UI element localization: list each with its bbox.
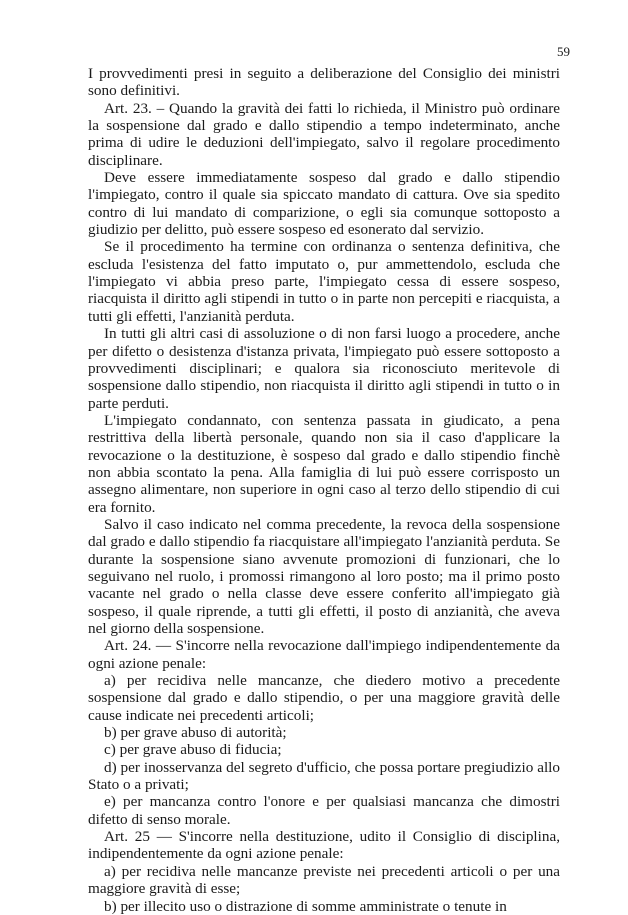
list-item-art-24-a: a) per recidiva nelle mancanze, che diedero motivo a precedente sospensione dal grado e dallo stipendio, o per una maggiore gravità delle cause indicate nei precedenti articoli; xyxy=(88,672,560,724)
paragraph-arrest-suspension: Deve essere immediatamente sospeso dal grado e dallo stipendio l'impiegato, contro il quale sia spiccato mandato di cattura. Ove sia spedito contro di lui mandato di comparizione, o egli sia comunque sottoposto a giudizio per delitto, può essere sospeso ed esonerato dal servizio. xyxy=(88,169,560,239)
list-item-art-25-a: a) per recidiva nelle mancanze previste nei precedenti articoli o per una maggiore gravità di esse; xyxy=(88,862,560,898)
paragraph-closing-note: I provvedimenti presi in seguito a deliberazione del Consiglio dei ministri sono definitivi. xyxy=(88,65,560,100)
list-item-art-24-e: e) per mancanza contro l'onore e per qualsiasi mancanza che dimostri difetto di senso morale. xyxy=(88,793,560,828)
paragraph-art-24: Art. 24. — S'incorre nella revocazione dall'impiego indipendentemente da ogni azione penale: xyxy=(88,637,560,672)
paragraph-other-acquittals: In tutti gli altri casi di assoluzione o di non farsi luogo a procedere, anche per difetto o desistenza d'istanza privata, l'impiegato può essere sottoposto a provvedimenti disciplinari; e qualora sia riconosciuto meritevole di sospensione dallo stipendio, non riacquista il diritto agli stipendi in tutto o in parte perduti. xyxy=(88,325,560,412)
paragraph-acquittal-reinstatement: Se il procedimento ha termine con ordinanza o sentenza definitiva, che escluda l'esistenza del fatto imputato o, pur ammettendolo, escluda che l'impiegato vi abbia preso parte, l'impiegato cessa di essere sospeso, riacquista il diritto agli stipendi in tutto o in parte non percepiti e riacquista, a tutti gli effetti, l'anzianità perduta. xyxy=(88,238,560,325)
page-number: 59 xyxy=(557,44,570,59)
paragraph-art-25: Art. 25 — S'incorre nella destituzione, udito il Consiglio di disciplina, indipendentemente da ogni azione penale: xyxy=(88,828,560,863)
paragraph-revocation-of-suspension: Salvo il caso indicato nel comma precedente, la revoca della sospensione dal grado e dallo stipendio fa riacquistare all'impiegato l'anzianità perduta. Se durante la sospensione siano avvenute promozioni di funzionari, che lo seguivano nel ruolo, i promossi rimangono al loro posto; ma il primo posto vacante nel grado o nella classe deve essere conferito all'impiegato già sospeso, il quale riprende, a tutti gli effetti, il posto di anzianità, che aveva nel giorno della sospensione. xyxy=(88,515,560,637)
list-item-art-24-d: d) per inosservanza del segreto d'ufficio, che possa portare pregiudizio allo Stato o a privati; xyxy=(88,758,560,794)
list-item-art-24-c: c) per grave abuso di fiducia; xyxy=(104,741,282,759)
list-item-art-25-b: b) per illecito uso o distrazione di somme amministrate o tenute in xyxy=(104,897,507,915)
list-item-art-24-b: b) per grave abuso di autorità; xyxy=(104,724,287,742)
paragraph-convicted-employee: L'impiegato condannato, con sentenza passata in giudicato, a pena restrittiva della libertà personale, quando non sia il caso d'applicare la revocazione o la destituzione, è sospeso dal grado e dallo stipendio finchè non abbia scontato la pena. Alla famiglia di lui può essere corrisposto un assegno alimentare, non superiore in ogni caso al terzo dello stipendio di cui era fornito. xyxy=(88,411,560,516)
paragraph-art-23: Art. 23. – Quando la gravità dei fatti lo richieda, il Ministro può ordinare la sospensione dal grado e dallo stipendio a tempo indeterminato, anche prima di udire le deduzioni dell'impiegato, salvo il regolare procedimento disciplinare. xyxy=(88,99,560,169)
page-body xyxy=(88,65,560,915)
